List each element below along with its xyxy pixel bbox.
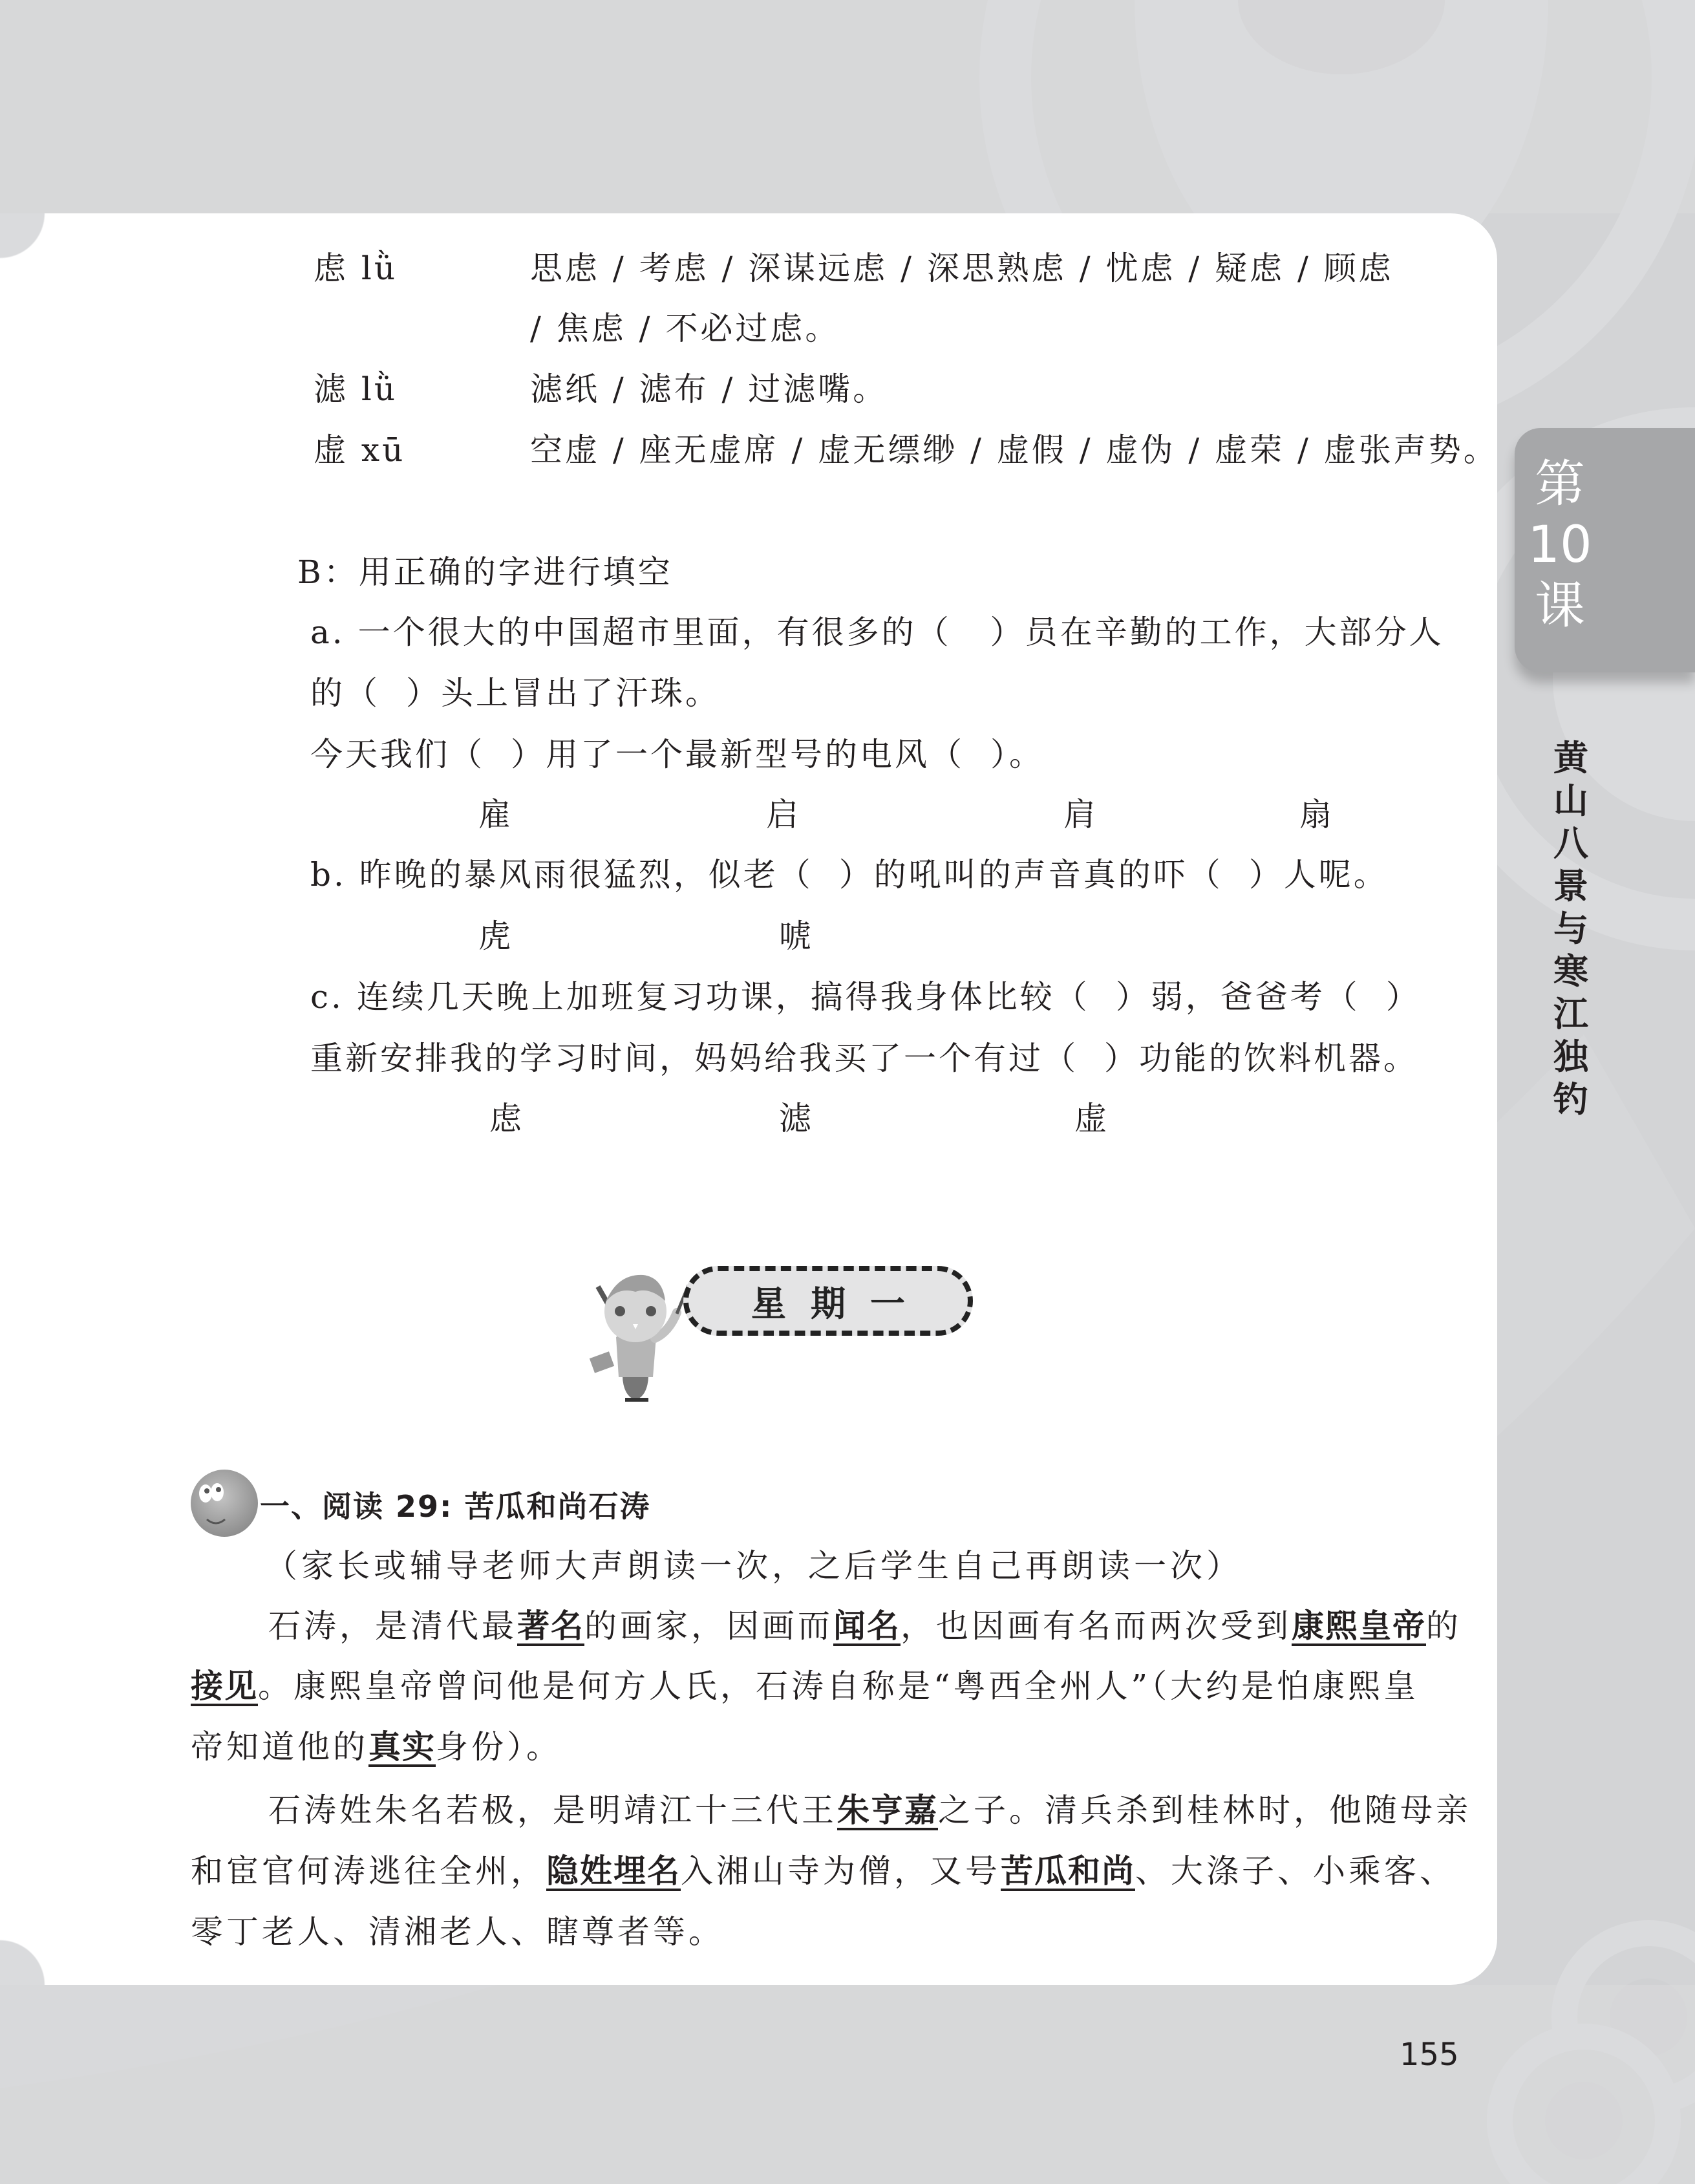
reading-line [191, 1852, 1455, 1890]
option-c-2: 滤 [779, 1100, 811, 1137]
text: 入湘山寺为僧，又号 [681, 1852, 1001, 1890]
vocab-char: 滤 [314, 370, 348, 408]
exercise-b-line-1 [310, 855, 1389, 894]
text: ）人呢。 [1248, 856, 1389, 894]
option-a-4: 扇 [1299, 796, 1332, 833]
option-a-1: 雇 [478, 796, 511, 833]
text: ）头上冒出了汗珠。 [406, 674, 720, 712]
vocab-highlight: 朱亨嘉 [837, 1792, 938, 1829]
title-char: 与 [1553, 908, 1588, 949]
vocab-pinyin: xū [361, 431, 406, 469]
vocab-char: 虚 [314, 431, 348, 469]
option-b-2: 唬 [779, 917, 811, 955]
exercise-c-line-1 [310, 978, 1421, 1016]
option-c-3: 虚 [1074, 1100, 1107, 1137]
text: ）功能的饮料机器。 [1104, 1040, 1418, 1077]
text: 石涛姓朱名若极，是明靖江十三代王 [268, 1792, 837, 1829]
option-b-1: 虎 [478, 917, 511, 955]
exercise-b-heading: B：用正确的字进行填空 [297, 553, 673, 591]
vocab-highlight: 闻名 [833, 1607, 901, 1645]
reading-title: 一、阅读 29: 苦瓜和尚石涛 [260, 1489, 651, 1524]
lesson-label-line: 第 [1534, 455, 1585, 513]
text: 之子。清兵杀到桂林时，他随母亲 [938, 1792, 1471, 1829]
reading-line [268, 1791, 1471, 1830]
reading-line [191, 1728, 562, 1766]
lesson-label-line: 10 [1528, 516, 1592, 574]
title-char: 独 [1553, 1036, 1588, 1077]
vocab-highlight: 真实 [368, 1728, 436, 1766]
vocab-row-2-head [314, 370, 398, 409]
lesson-number-label [1515, 454, 1605, 636]
lesson-tab [1515, 428, 1695, 672]
text: 的（ [310, 674, 380, 712]
text: ）用了一个最新型号的电风（ [511, 736, 965, 773]
reading-instruction: （家长或辅导老师大声朗读一次，之后学生自己再朗读一次） [265, 1547, 1242, 1585]
reading-line [268, 1607, 1462, 1645]
vocab-pinyin: lǜ [361, 370, 398, 408]
vocab-row-2-words: 滤纸 / 滤布 / 过滤嘴。 [530, 370, 888, 408]
title-char: 江 [1553, 994, 1588, 1034]
boy-teacher-illustration [579, 1261, 692, 1403]
exercise-a-line-2 [310, 674, 720, 712]
text: 。康熙皇帝曾问他是何方人氏，石涛自称是“粤西全州人”（大约是怕康熙皇 [258, 1667, 1420, 1705]
title-char: 景 [1553, 866, 1588, 906]
vocab-highlight: 隐姓埋名 [546, 1852, 681, 1890]
text: 的画家，因画而 [584, 1607, 833, 1645]
lesson-title-vertical [1542, 737, 1600, 1121]
vocab-row-3-words: 空虚 / 座无虚席 / 虚无缥缈 / 虚假 / 虚伪 / 虚荣 / 虚张声势。 [530, 431, 1498, 469]
option-a-2: 启 [766, 796, 798, 833]
vocab-row-3-head [314, 431, 405, 469]
exercise-c-line-2 [310, 1039, 1418, 1078]
day-banner: 星期一 [683, 1266, 973, 1336]
vocab-row-1-words: 思虑 / 考虑 / 深谋远虑 / 深思熟虑 / 忧虑 / 疑虑 / 顾虑 [530, 250, 1394, 287]
text: ） [1385, 978, 1421, 1016]
text: 和宦官何涛逃往全州， [191, 1852, 546, 1890]
text: a. 一个很大的中国超市里面，有很多的（ [310, 614, 952, 651]
text: 身份）。 [436, 1728, 562, 1766]
vocab-row-1-words-cont: / 焦虑 / 不必过虑。 [530, 310, 840, 347]
text: 、大涤子、小乘客、 [1135, 1852, 1455, 1890]
title-char: 八 [1553, 823, 1588, 864]
text: b. 昨晚的暴风雨很猛烈，似老（ [310, 856, 813, 894]
lesson-label-line: 课 [1534, 577, 1585, 635]
panel-notch-top [0, 213, 45, 259]
smiley-face-icon [189, 1468, 260, 1539]
vocab-highlight: 康熙皇帝 [1292, 1607, 1426, 1645]
exercise-a-line-3 [310, 735, 1044, 774]
text: ）员在辛勤的工作，大部分人 [990, 614, 1444, 651]
text: 零丁老人、清湘老人、瞎尊者等。 [191, 1913, 724, 1951]
reading-line [191, 1912, 724, 1951]
text: 重新安排我的学习时间，妈妈给我买了一个有过（ [310, 1040, 1078, 1077]
text: 的 [1426, 1607, 1462, 1645]
exercise-a-line-1 [310, 613, 1444, 652]
reading-line [191, 1667, 1419, 1706]
vocab-pinyin: lǜ [361, 250, 398, 287]
vocab-highlight: 接见 [191, 1667, 258, 1705]
panel-notch-bottom [0, 1940, 45, 1985]
text: ）弱，爸爸考（ [1115, 978, 1360, 1016]
text: ）。 [990, 736, 1044, 773]
content-panel [0, 213, 1497, 1985]
title-char: 山 [1553, 780, 1588, 821]
title-char: 钓 [1553, 1079, 1588, 1120]
title-char: 寒 [1553, 951, 1588, 992]
vocab-char: 虑 [314, 250, 348, 287]
option-a-3: 肩 [1063, 796, 1096, 833]
title-char: 黄 [1553, 738, 1588, 778]
text: 今天我们（ [310, 736, 485, 773]
text: ，也因画有名而两次受到 [901, 1607, 1292, 1645]
text: c. 连续几天晚上加班复习功课，搞得我身体比较（ [310, 978, 1090, 1016]
vocab-row-1-head [314, 249, 398, 288]
vocab-highlight: 著名 [517, 1607, 584, 1645]
text: 石涛，是清代最 [268, 1607, 517, 1645]
vocab-highlight: 苦瓜和尚 [1001, 1852, 1135, 1890]
text: ）的吼叫的声音真的吓（ [838, 856, 1223, 894]
page-number: 155 [1400, 2037, 1459, 2073]
text: 帝知道他的 [191, 1728, 368, 1766]
option-c-1: 虑 [489, 1100, 522, 1137]
